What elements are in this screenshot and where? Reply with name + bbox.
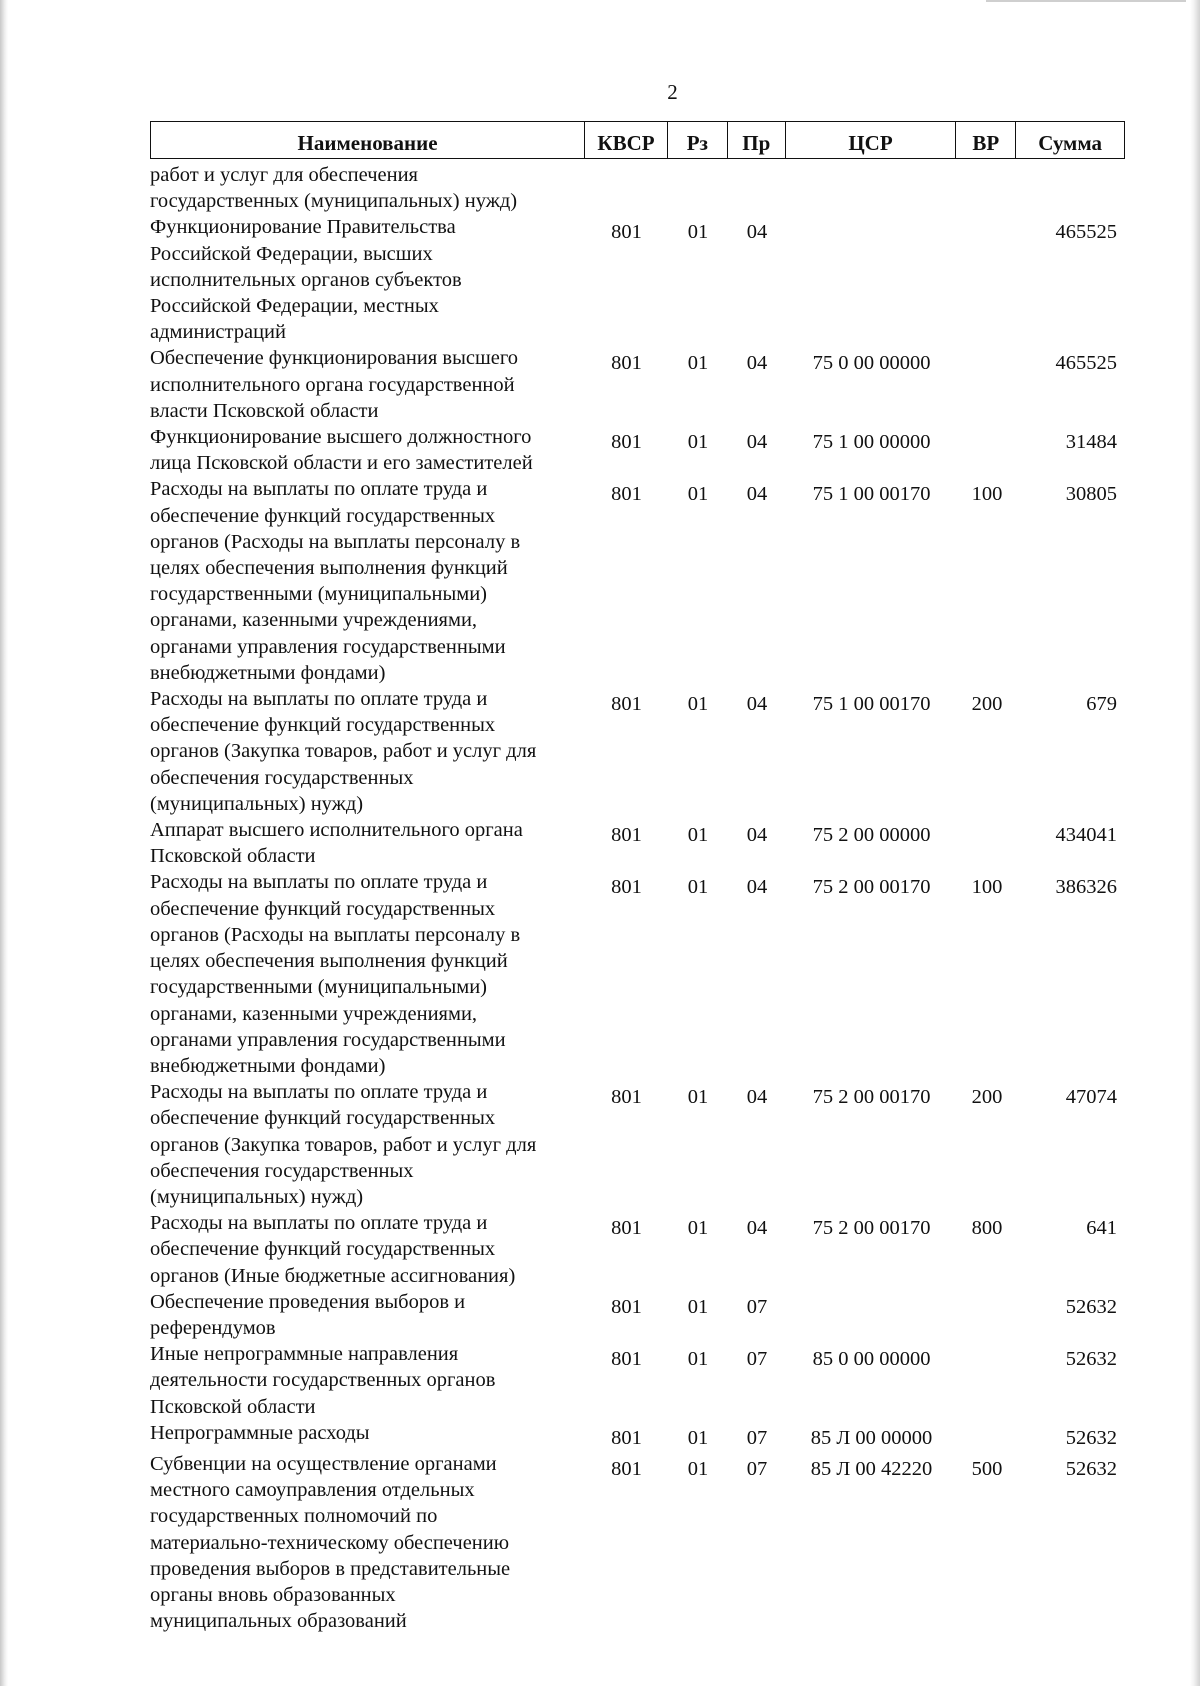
cell-name xyxy=(150,162,585,214)
cell-rz: 01 xyxy=(687,1086,709,1109)
cell-pr: 04 xyxy=(746,352,768,375)
cell-pr: 07 xyxy=(746,1295,768,1318)
cell-name-line: Российской Федерации, высших xyxy=(150,242,433,265)
cell-name-line: Псковской области xyxy=(150,845,316,868)
cell-name-line: исполнительных органов субъектов xyxy=(150,268,462,291)
cell-rz: 01 xyxy=(687,1348,709,1371)
cell-vr xyxy=(957,1341,1017,1420)
cell-name-line: проведения выборов в представительные xyxy=(150,1557,511,1580)
table-row xyxy=(150,162,1125,214)
cell-sum: 52632 xyxy=(1065,1457,1117,1480)
cell-name-line: целях обеспечения выполнения функций xyxy=(150,950,508,973)
cell-rz: 01 xyxy=(687,221,709,244)
cell-sum: 465525 xyxy=(1055,352,1117,375)
cell-name-line: Расходы на выплаты по оплате труда и xyxy=(150,871,488,894)
cell-rz: 01 xyxy=(687,1457,709,1480)
cell-name-line: внебюджетными фондами) xyxy=(150,1054,386,1077)
cell-name-line: исполнительного органа государственной xyxy=(150,373,515,396)
cell-name xyxy=(150,1079,585,1210)
cell-rz: 01 xyxy=(687,1426,709,1449)
cell-csr: 75 2 00 00170 xyxy=(812,876,931,899)
table-row xyxy=(150,1420,1125,1451)
cell-name-line: органов (Расходы на выплаты персоналу в xyxy=(150,530,521,553)
table-row xyxy=(150,345,1125,424)
cell-rz: 01 xyxy=(687,1295,709,1318)
cell-rz xyxy=(668,162,728,214)
cell-pr: 07 xyxy=(746,1426,768,1449)
cell-sum: 465525 xyxy=(1055,221,1117,244)
cell-sum xyxy=(1017,162,1125,214)
cell-name-line: органы вновь образованных xyxy=(150,1583,396,1606)
cell-name-line: обеспечение функций государственных xyxy=(150,504,496,527)
cell-sum: 434041 xyxy=(1055,824,1117,847)
cell-name-line: обеспечения государственных xyxy=(150,1159,414,1182)
cell-name xyxy=(150,817,585,869)
cell-csr: 75 1 00 00170 xyxy=(812,483,931,506)
cell-rz: 01 xyxy=(687,693,709,716)
header-name: Наименование xyxy=(151,122,585,158)
table-row xyxy=(150,424,1125,476)
cell-name xyxy=(150,686,585,817)
cell-name-line: обеспечение функций государственных xyxy=(150,1107,496,1130)
cell-name xyxy=(150,345,585,424)
cell-pr: 04 xyxy=(746,221,768,244)
cell-csr: 75 2 00 00170 xyxy=(812,1217,931,1240)
cell-name-line: органами управления государственными xyxy=(150,1028,506,1051)
cell-name-line: обеспечения государственных xyxy=(150,766,414,789)
cell-pr: 04 xyxy=(746,431,768,454)
cell-kvsr: 801 xyxy=(611,431,642,454)
cell-pr: 07 xyxy=(746,1457,768,1480)
table-row xyxy=(150,686,1125,817)
page-number: 2 xyxy=(667,80,678,104)
cell-sum: 679 xyxy=(1086,693,1117,716)
cell-kvsr: 801 xyxy=(611,876,642,899)
cell-rz: 01 xyxy=(687,352,709,375)
cell-name xyxy=(150,1341,585,1420)
cell-vr: 100 xyxy=(971,483,1003,506)
cell-name-line: администраций xyxy=(150,321,286,344)
cell-sum: 52632 xyxy=(1065,1426,1117,1449)
cell-vr: 500 xyxy=(971,1457,1003,1480)
cell-vr xyxy=(957,162,1017,214)
cell-name-line: органов (Закупка товаров, работ и услуг для xyxy=(150,740,537,763)
cell-csr: 85 Л 00 42220 xyxy=(810,1457,933,1480)
cell-name-line: Псковской области xyxy=(150,1395,316,1418)
table-row xyxy=(150,214,1125,345)
cell-name-line: местного самоуправления отдельных xyxy=(150,1479,475,1502)
header-pr: Пр xyxy=(728,122,786,158)
cell-name-line: органов (Расходы на выплаты персоналу в xyxy=(150,923,521,946)
cell-name-line: власти Псковской области xyxy=(150,399,379,422)
cell-name xyxy=(150,869,585,1079)
cell-name-line: обеспечение функций государственных xyxy=(150,1238,496,1261)
cell-csr xyxy=(786,214,957,345)
cell-rz: 01 xyxy=(687,824,709,847)
cell-name xyxy=(150,1420,585,1451)
cell-kvsr: 801 xyxy=(611,693,642,716)
cell-vr: 100 xyxy=(971,876,1003,899)
table-row xyxy=(150,476,1125,686)
cell-sum: 386326 xyxy=(1055,876,1117,899)
cell-name-line: работ и услуг для обеспечения xyxy=(150,164,418,186)
cell-vr: 200 xyxy=(971,1086,1003,1109)
cell-name-line: Функционирование Правительства xyxy=(150,216,456,239)
table-row xyxy=(150,869,1125,1079)
cell-name-line: референдумов xyxy=(150,1316,276,1339)
cell-name-line: Непрограммные расходы xyxy=(150,1421,370,1444)
cell-name-line: органами, казенными учреждениями, xyxy=(150,609,478,632)
cell-name xyxy=(150,1451,585,1634)
cell-vr: 200 xyxy=(971,693,1003,716)
cell-name-line: Обеспечение проведения выборов и xyxy=(150,1290,466,1313)
header-kvsr: КВСР xyxy=(585,122,668,158)
cell-vr xyxy=(957,817,1017,869)
cell-pr: 04 xyxy=(746,483,768,506)
cell-name-line: материально-техническому обеспечению xyxy=(150,1531,510,1554)
cell-sum: 30805 xyxy=(1065,483,1117,506)
cell-name-line: Российской Федерации, местных xyxy=(150,295,439,318)
cell-csr: 75 1 00 00000 xyxy=(812,431,931,454)
cell-name-line: органов (Закупка товаров, работ и услуг для xyxy=(150,1133,537,1156)
cell-rz: 01 xyxy=(687,483,709,506)
cell-name-line: государственных полномочий по xyxy=(150,1505,438,1528)
cell-csr: 85 Л 00 00000 xyxy=(810,1426,933,1449)
cell-kvsr: 801 xyxy=(611,1217,642,1240)
cell-pr: 04 xyxy=(746,1217,768,1240)
table-row xyxy=(150,1341,1125,1420)
cell-csr: 75 1 00 00170 xyxy=(812,693,931,716)
cell-kvsr: 801 xyxy=(611,1086,642,1109)
cell-sum: 31484 xyxy=(1065,431,1117,454)
table-row xyxy=(150,817,1125,869)
header-rz: Рз xyxy=(668,122,728,158)
cell-pr: 04 xyxy=(746,876,768,899)
cell-name-line: Функционирование высшего должностного xyxy=(150,426,532,449)
scan-edge-left xyxy=(0,0,8,1686)
table-body xyxy=(150,162,1125,1634)
cell-csr xyxy=(786,162,957,214)
cell-name-line: государственных (муниципальных) нужд) xyxy=(150,190,518,213)
header-sum: Сумма xyxy=(1038,130,1103,155)
cell-kvsr: 801 xyxy=(611,824,642,847)
cell-name xyxy=(150,214,585,345)
cell-vr xyxy=(957,214,1017,345)
cell-name-line: (муниципальных) нужд) xyxy=(150,792,364,815)
cell-pr: 07 xyxy=(746,1348,768,1371)
cell-vr xyxy=(957,424,1017,476)
cell-kvsr: 801 xyxy=(611,1457,642,1480)
cell-pr: 04 xyxy=(746,824,768,847)
cell-name-line: Расходы на выплаты по оплате труда и xyxy=(150,1212,488,1235)
cell-name-line: Иные непрограммные направления xyxy=(150,1343,459,1366)
cell-name-line: Обеспечение функционирования высшего xyxy=(150,347,518,370)
table-row xyxy=(150,1210,1125,1289)
cell-csr: 85 0 00 00000 xyxy=(812,1348,931,1371)
cell-name-line: внебюджетными фондами) xyxy=(150,661,386,684)
cell-name-line: Расходы на выплаты по оплате труда и xyxy=(150,688,488,711)
header-vr: ВР xyxy=(956,122,1016,158)
budget-table xyxy=(150,121,1125,1634)
cell-name-line: лица Псковской области и его заместителей xyxy=(150,452,533,475)
cell-vr xyxy=(957,1289,1017,1341)
cell-csr: 75 2 00 00170 xyxy=(812,1086,931,1109)
cell-kvsr: 801 xyxy=(611,483,642,506)
cell-name-line: органами, казенными учреждениями, xyxy=(150,1002,478,1025)
cell-kvsr: 801 xyxy=(611,1426,642,1449)
cell-name-line: (муниципальных) нужд) xyxy=(150,1185,364,1208)
cell-name-line: Расходы на выплаты по оплате труда и xyxy=(150,478,488,501)
cell-kvsr: 801 xyxy=(611,1295,642,1318)
table-row xyxy=(150,1289,1125,1341)
scan-artifact-line xyxy=(986,0,1186,2)
cell-name xyxy=(150,476,585,686)
cell-name xyxy=(150,1210,585,1289)
table-row xyxy=(150,1079,1125,1210)
table-row xyxy=(150,1451,1125,1634)
table-header xyxy=(150,121,1125,159)
cell-pr: 04 xyxy=(746,1086,768,1109)
cell-sum: 52632 xyxy=(1065,1295,1117,1318)
cell-name-line: государственными (муниципальными) xyxy=(150,976,487,999)
cell-name-line: Расходы на выплаты по оплате труда и xyxy=(150,1081,488,1104)
cell-name-line: органами управления государственными xyxy=(150,635,506,658)
cell-pr xyxy=(728,162,786,214)
cell-rz: 01 xyxy=(687,876,709,899)
cell-vr xyxy=(957,345,1017,424)
cell-name-line: органов (Иные бюджетные ассигнования) xyxy=(150,1264,516,1287)
cell-name-line: целях обеспечения выполнения функций xyxy=(150,557,508,580)
cell-name-line: Аппарат высшего исполнительного органа xyxy=(150,819,523,842)
cell-kvsr xyxy=(585,162,668,214)
cell-vr: 800 xyxy=(971,1217,1003,1240)
cell-vr xyxy=(957,1420,1017,1451)
cell-name xyxy=(150,1289,585,1341)
cell-kvsr: 801 xyxy=(611,352,642,375)
cell-csr: 75 0 00 00000 xyxy=(812,352,931,375)
cell-name-line: обеспечение функций государственных xyxy=(150,714,496,737)
cell-name-line: деятельности государственных органов xyxy=(150,1369,496,1392)
cell-rz: 01 xyxy=(687,431,709,454)
cell-name xyxy=(150,424,585,476)
header-csr: ЦСР xyxy=(786,122,957,158)
cell-csr xyxy=(786,1289,957,1341)
cell-kvsr: 801 xyxy=(611,221,642,244)
scan-edge-right xyxy=(1190,0,1200,1686)
cell-sum: 641 xyxy=(1086,1217,1117,1240)
cell-name-line: государственными (муниципальными) xyxy=(150,583,487,606)
cell-pr: 04 xyxy=(746,693,768,716)
cell-rz: 01 xyxy=(687,1217,709,1240)
cell-kvsr: 801 xyxy=(611,1348,642,1371)
cell-sum: 52632 xyxy=(1065,1348,1117,1371)
cell-name-line: обеспечение функций государственных xyxy=(150,897,496,920)
cell-name-line: муниципальных образований xyxy=(150,1610,407,1633)
cell-sum: 47074 xyxy=(1065,1086,1117,1109)
cell-name-line: Субвенции на осуществление органами xyxy=(150,1452,497,1475)
cell-csr: 75 2 00 00000 xyxy=(812,824,931,847)
